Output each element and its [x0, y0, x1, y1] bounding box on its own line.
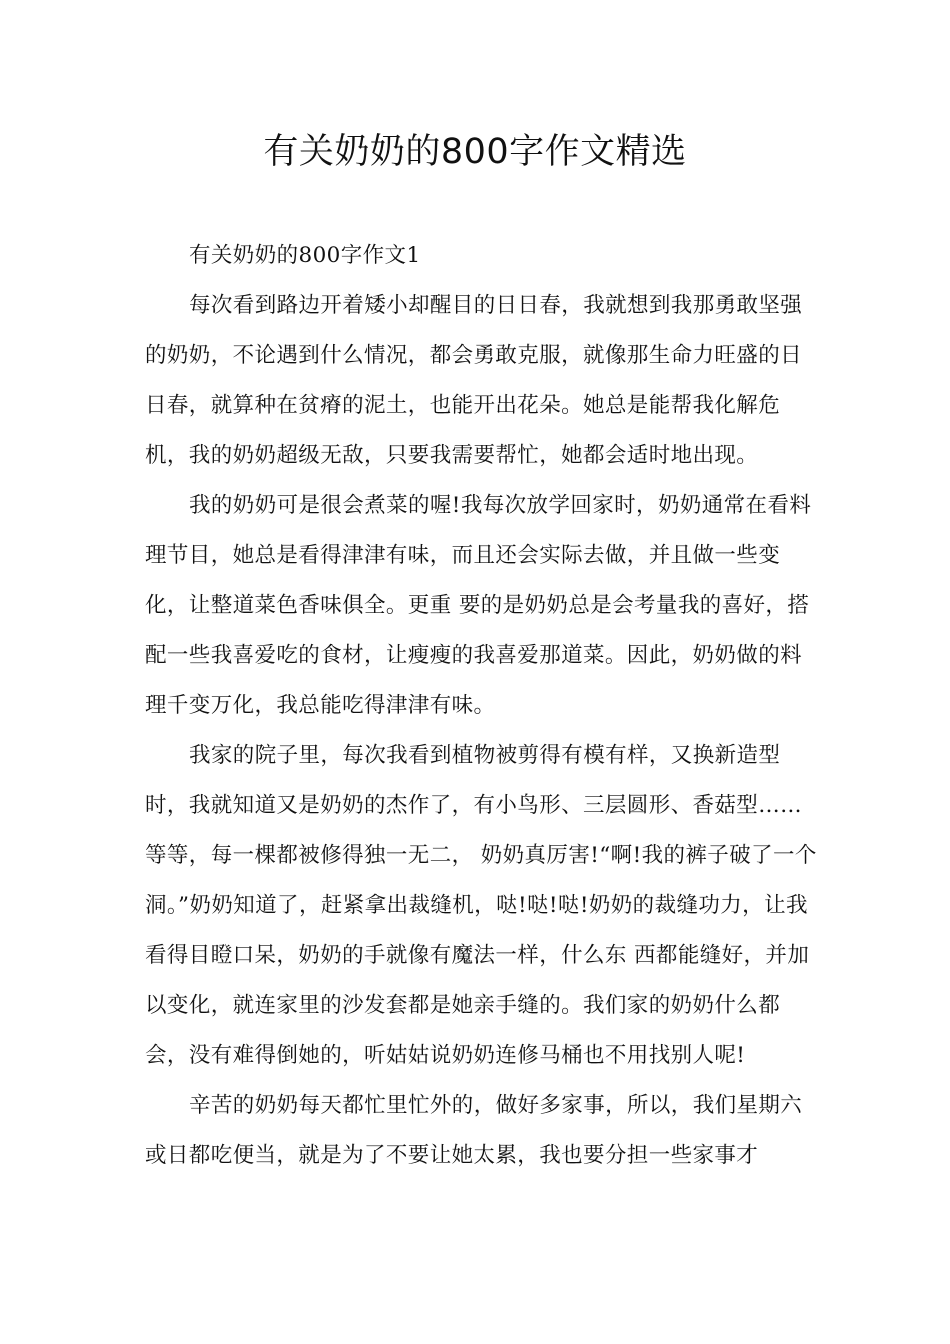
document-body: [145, 231, 821, 1181]
paragraph-4: 辛苦的奶奶每天都忙里忙外的，做好多家事，所以，我们星期六或日都吃便当，就是为了不要让她太累，我也要分担一些家事才: [145, 1093, 803, 1168]
section-heading: 有关奶奶的800字作文1: [189, 243, 421, 268]
document-title: 有关奶奶的800字作文精选: [263, 132, 687, 172]
paragraph-3: 我家的院子里，每次我看到植物被剪得有模有样，又换新造型时，我就知道又是奶奶的杰作了，有小鸟形、三层圆形、香菇型……等等，每一棵都被修得独一无二， 奶奶真厉害!“啊!我的裤子破了一个洞。”奶奶知道了，赶紧拿出裁缝机，哒!哒!哒!奶奶的裁缝功力，让我看得目瞪口呆，奶奶的手就像有魔法一样，什么东 西都能缝好，并加以变化，就连家里的沙发套都是她亲手缝的。我们家的奶奶什么都会，没有难得倒她的，听姑姑说奶奶连修马桶也不用找别人呢!: [145, 743, 817, 1068]
paragraph-1: 每次看到路边开着矮小却醒目的日日春，我就想到我那勇敢坚强的奶奶，不论遇到什么情况，都会勇敢克服，就像那生命力旺盛的日日春，就算种在贫瘠的泥土，也能开出花朵。她总是能帮我化解危机，我的奶奶超级无敌，只要我需要帮忙，她都会适时地出现。: [145, 293, 803, 468]
paragraph-2: 我的奶奶可是很会煮菜的喔!我每次放学回家时，奶奶通常在看料理节目，她总是看得津津有味，而且还会实际去做，并且做一些变化，让整道菜色香味俱全。更重 要的是奶奶总是会考量我的喜好，搭配一些我喜爱吃的食材，让瘦瘦的我喜爱那道菜。因此，奶奶做的料理千变万化，我总能吃得津津有味。: [145, 493, 812, 718]
